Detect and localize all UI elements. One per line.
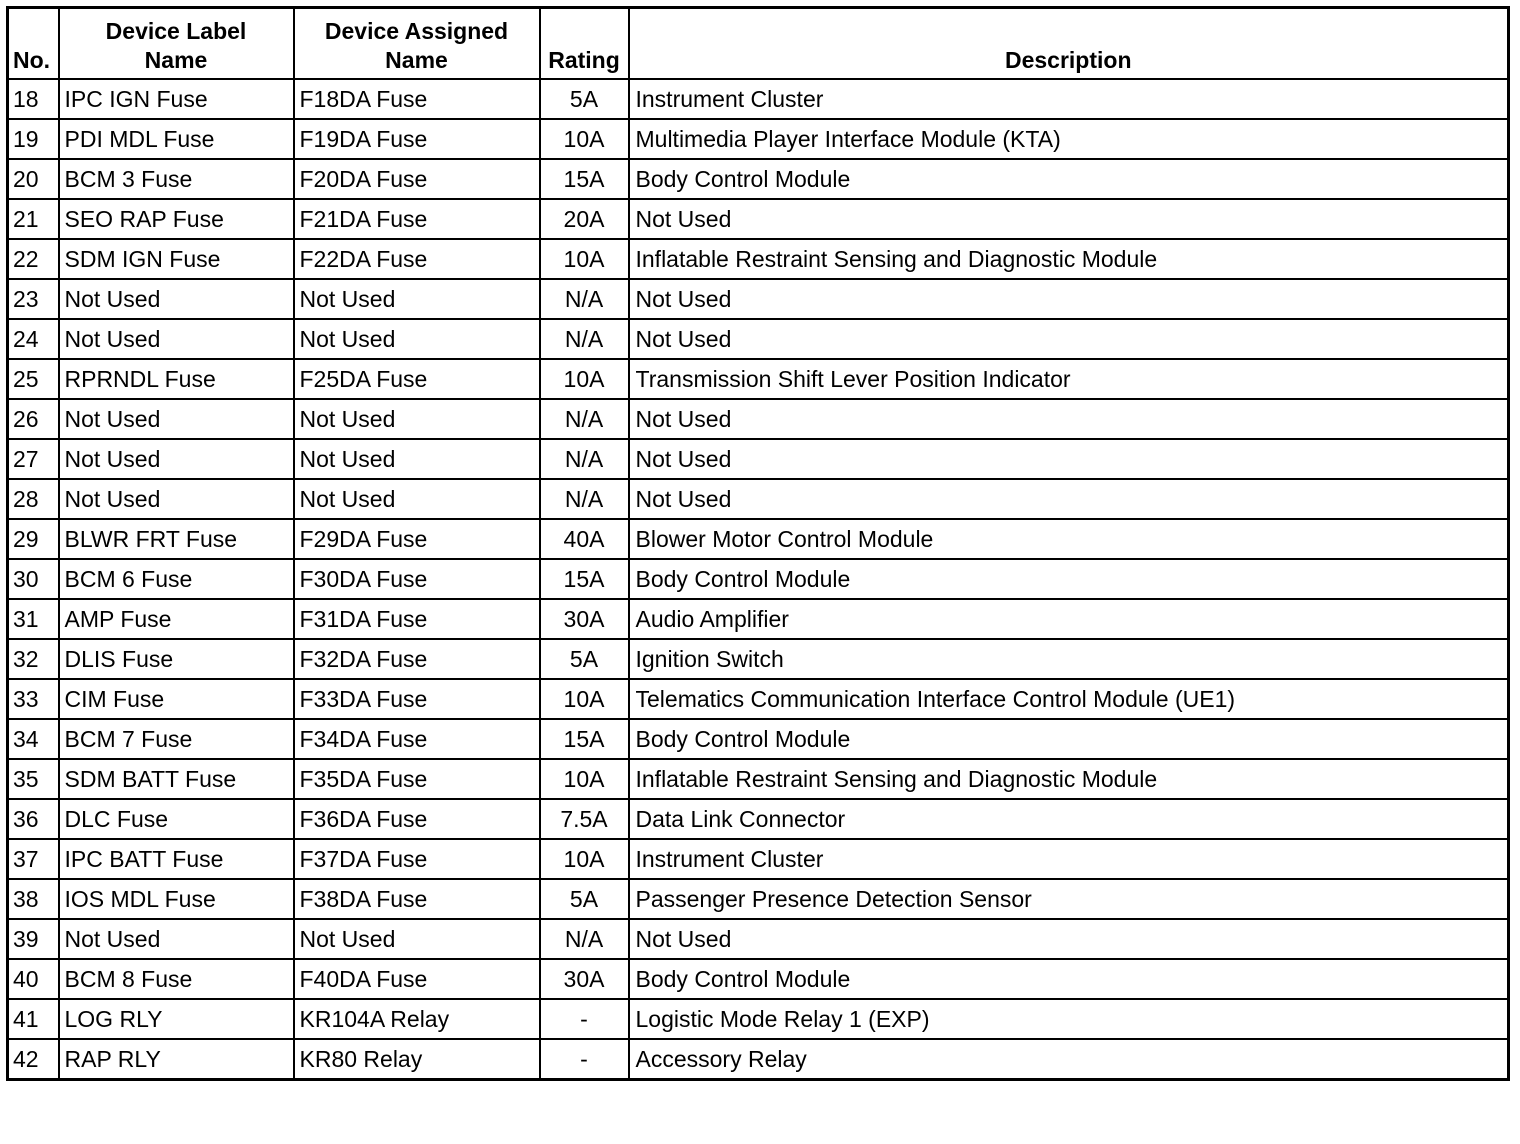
- table-row: [8, 319, 1509, 359]
- table-row: [8, 479, 1509, 519]
- cell-rating: 10A: [540, 359, 629, 399]
- table-row: [8, 399, 1509, 439]
- cell-no: 31: [8, 599, 59, 639]
- cell-device-assigned-name: F29DA Fuse: [294, 519, 540, 559]
- cell-no: 23: [8, 279, 59, 319]
- cell-device-assigned-name: F21DA Fuse: [294, 199, 540, 239]
- cell-device-label-name: DLIS Fuse: [59, 639, 294, 679]
- cell-device-assigned-name: F36DA Fuse: [294, 799, 540, 839]
- cell-device-label-name: IPC IGN Fuse: [59, 79, 294, 119]
- cell-device-label-name: Not Used: [59, 439, 294, 479]
- cell-device-assigned-name: Not Used: [294, 919, 540, 959]
- table-row: [8, 959, 1509, 999]
- table-row: [8, 799, 1509, 839]
- cell-rating: 10A: [540, 119, 629, 159]
- cell-device-assigned-name: F33DA Fuse: [294, 679, 540, 719]
- table-body: [8, 79, 1509, 1080]
- cell-rating: 15A: [540, 159, 629, 199]
- cell-rating: 10A: [540, 839, 629, 879]
- cell-description: Not Used: [629, 279, 1509, 319]
- table-row: [8, 519, 1509, 559]
- cell-rating: 15A: [540, 559, 629, 599]
- cell-description: Transmission Shift Lever Position Indicator: [629, 359, 1509, 399]
- cell-device-label-name: Not Used: [59, 319, 294, 359]
- header-no: No.: [8, 8, 59, 80]
- table-row: [8, 919, 1509, 959]
- cell-no: 39: [8, 919, 59, 959]
- cell-rating: -: [540, 1039, 629, 1080]
- cell-description: Ignition Switch: [629, 639, 1509, 679]
- cell-no: 26: [8, 399, 59, 439]
- cell-device-label-name: RAP RLY: [59, 1039, 294, 1080]
- cell-device-label-name: BCM 8 Fuse: [59, 959, 294, 999]
- cell-no: 38: [8, 879, 59, 919]
- cell-device-assigned-name: F19DA Fuse: [294, 119, 540, 159]
- cell-device-assigned-name: F38DA Fuse: [294, 879, 540, 919]
- table-row: [8, 559, 1509, 599]
- cell-rating: N/A: [540, 399, 629, 439]
- cell-device-label-name: Not Used: [59, 479, 294, 519]
- cell-device-assigned-name: F32DA Fuse: [294, 639, 540, 679]
- table-row: [8, 1039, 1509, 1080]
- cell-rating: 5A: [540, 879, 629, 919]
- cell-description: Not Used: [629, 479, 1509, 519]
- table-row: [8, 719, 1509, 759]
- cell-device-assigned-name: F31DA Fuse: [294, 599, 540, 639]
- table-row: [8, 79, 1509, 119]
- cell-device-label-name: BCM 3 Fuse: [59, 159, 294, 199]
- cell-no: 33: [8, 679, 59, 719]
- cell-device-label-name: IPC BATT Fuse: [59, 839, 294, 879]
- cell-no: 40: [8, 959, 59, 999]
- cell-description: Inflatable Restraint Sensing and Diagnostic Module: [629, 759, 1509, 799]
- cell-device-assigned-name: F22DA Fuse: [294, 239, 540, 279]
- cell-description: Instrument Cluster: [629, 79, 1509, 119]
- cell-rating: N/A: [540, 319, 629, 359]
- cell-rating: N/A: [540, 479, 629, 519]
- table-row: [8, 199, 1509, 239]
- cell-no: 30: [8, 559, 59, 599]
- cell-no: 32: [8, 639, 59, 679]
- cell-no: 35: [8, 759, 59, 799]
- table-row: [8, 279, 1509, 319]
- cell-device-assigned-name: F25DA Fuse: [294, 359, 540, 399]
- cell-device-label-name: CIM Fuse: [59, 679, 294, 719]
- cell-device-label-name: SEO RAP Fuse: [59, 199, 294, 239]
- cell-description: Not Used: [629, 319, 1509, 359]
- cell-device-label-name: BCM 6 Fuse: [59, 559, 294, 599]
- cell-device-assigned-name: F20DA Fuse: [294, 159, 540, 199]
- cell-description: Body Control Module: [629, 959, 1509, 999]
- cell-description: Body Control Module: [629, 719, 1509, 759]
- cell-no: 24: [8, 319, 59, 359]
- cell-device-assigned-name: KR80 Relay: [294, 1039, 540, 1080]
- cell-rating: N/A: [540, 919, 629, 959]
- cell-device-label-name: AMP Fuse: [59, 599, 294, 639]
- cell-device-assigned-name: Not Used: [294, 279, 540, 319]
- cell-description: Audio Amplifier: [629, 599, 1509, 639]
- cell-device-assigned-name: Not Used: [294, 319, 540, 359]
- header-description: Description: [629, 8, 1509, 80]
- cell-no: 20: [8, 159, 59, 199]
- table-row: [8, 999, 1509, 1039]
- cell-device-assigned-name: F18DA Fuse: [294, 79, 540, 119]
- header-row: [8, 8, 1509, 80]
- fuse-table: [6, 6, 1510, 1081]
- cell-device-assigned-name: F30DA Fuse: [294, 559, 540, 599]
- cell-device-assigned-name: F40DA Fuse: [294, 959, 540, 999]
- cell-device-assigned-name: F34DA Fuse: [294, 719, 540, 759]
- table-row: [8, 759, 1509, 799]
- table-row: [8, 159, 1509, 199]
- cell-no: 28: [8, 479, 59, 519]
- cell-device-assigned-name: Not Used: [294, 479, 540, 519]
- cell-no: 36: [8, 799, 59, 839]
- table-row: [8, 679, 1509, 719]
- table-row: [8, 879, 1509, 919]
- cell-no: 27: [8, 439, 59, 479]
- cell-rating: 10A: [540, 759, 629, 799]
- cell-description: Logistic Mode Relay 1 (EXP): [629, 999, 1509, 1039]
- cell-description: Data Link Connector: [629, 799, 1509, 839]
- table-row: [8, 359, 1509, 399]
- header-rating: Rating: [540, 8, 629, 80]
- cell-description: Accessory Relay: [629, 1039, 1509, 1080]
- table-row: [8, 839, 1509, 879]
- cell-rating: 30A: [540, 599, 629, 639]
- cell-device-assigned-name: F37DA Fuse: [294, 839, 540, 879]
- cell-rating: 30A: [540, 959, 629, 999]
- cell-no: 19: [8, 119, 59, 159]
- cell-no: 22: [8, 239, 59, 279]
- cell-description: Instrument Cluster: [629, 839, 1509, 879]
- cell-device-assigned-name: Not Used: [294, 439, 540, 479]
- cell-rating: N/A: [540, 279, 629, 319]
- cell-rating: 15A: [540, 719, 629, 759]
- cell-device-label-name: IOS MDL Fuse: [59, 879, 294, 919]
- cell-description: Multimedia Player Interface Module (KTA): [629, 119, 1509, 159]
- cell-device-label-name: Not Used: [59, 399, 294, 439]
- cell-device-label-name: Not Used: [59, 279, 294, 319]
- table-row: [8, 119, 1509, 159]
- cell-device-assigned-name: F35DA Fuse: [294, 759, 540, 799]
- cell-rating: 10A: [540, 679, 629, 719]
- cell-description: Inflatable Restraint Sensing and Diagnostic Module: [629, 239, 1509, 279]
- cell-rating: 10A: [540, 239, 629, 279]
- cell-no: 29: [8, 519, 59, 559]
- cell-device-label-name: BLWR FRT Fuse: [59, 519, 294, 559]
- header-device-assigned-name: Device Assigned Name: [294, 8, 540, 80]
- cell-no: 41: [8, 999, 59, 1039]
- cell-no: 34: [8, 719, 59, 759]
- table-header: [8, 8, 1509, 80]
- cell-rating: 5A: [540, 79, 629, 119]
- cell-description: Not Used: [629, 919, 1509, 959]
- header-device-label-name: Device Label Name: [59, 8, 294, 80]
- cell-no: 42: [8, 1039, 59, 1080]
- cell-device-assigned-name: KR104A Relay: [294, 999, 540, 1039]
- cell-rating: 5A: [540, 639, 629, 679]
- cell-no: 21: [8, 199, 59, 239]
- cell-rating: -: [540, 999, 629, 1039]
- cell-no: 18: [8, 79, 59, 119]
- cell-device-label-name: BCM 7 Fuse: [59, 719, 294, 759]
- table-row: [8, 599, 1509, 639]
- cell-rating: N/A: [540, 439, 629, 479]
- table-row: [8, 439, 1509, 479]
- cell-description: Not Used: [629, 199, 1509, 239]
- cell-rating: 20A: [540, 199, 629, 239]
- cell-no: 37: [8, 839, 59, 879]
- cell-description: Not Used: [629, 399, 1509, 439]
- cell-no: 25: [8, 359, 59, 399]
- cell-device-label-name: RPRNDL Fuse: [59, 359, 294, 399]
- table-row: [8, 239, 1509, 279]
- cell-description: Passenger Presence Detection Sensor: [629, 879, 1509, 919]
- cell-device-assigned-name: Not Used: [294, 399, 540, 439]
- cell-device-label-name: SDM BATT Fuse: [59, 759, 294, 799]
- cell-device-label-name: LOG RLY: [59, 999, 294, 1039]
- cell-rating: 7.5A: [540, 799, 629, 839]
- cell-description: Blower Motor Control Module: [629, 519, 1509, 559]
- cell-rating: 40A: [540, 519, 629, 559]
- cell-description: Telematics Communication Interface Control Module (UE1): [629, 679, 1509, 719]
- cell-device-label-name: SDM IGN Fuse: [59, 239, 294, 279]
- cell-description: Body Control Module: [629, 559, 1509, 599]
- table-row: [8, 639, 1509, 679]
- cell-device-label-name: Not Used: [59, 919, 294, 959]
- cell-description: Body Control Module: [629, 159, 1509, 199]
- cell-device-label-name: DLC Fuse: [59, 799, 294, 839]
- cell-device-label-name: PDI MDL Fuse: [59, 119, 294, 159]
- cell-description: Not Used: [629, 439, 1509, 479]
